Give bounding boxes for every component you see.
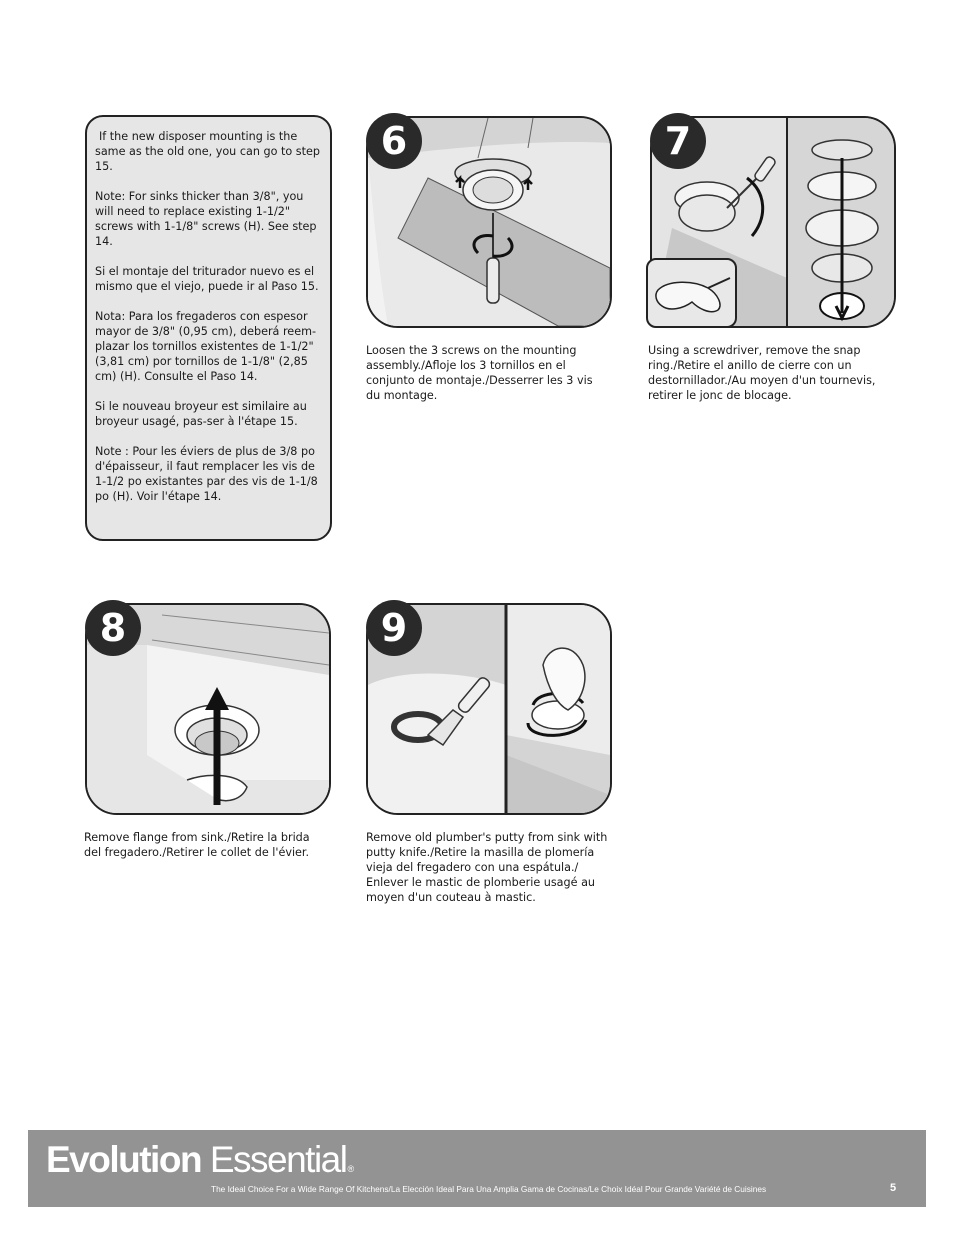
note-box bbox=[85, 115, 332, 541]
step-7-caption: Using a screwdriver, remove the snap ring./Retire el anillo de cierre con un destornillador./Au moyen d'un tournevis, retirer le jonc de blocage. bbox=[648, 344, 876, 402]
safety-glasses-inset bbox=[646, 258, 737, 328]
note-paragraph: Nota: Para los fregaderos con espesor mayor de 3/8" (0,95 cm), deberá reem-plazar los tornillos existentes de 1-1/2" (3,81 cm) por tornillos de 1-1/8" (2,85 cm) (H). Consulte el Paso 14. bbox=[95, 310, 317, 383]
registered-mark: ® bbox=[347, 1164, 355, 1174]
note-paragraph: Note: For sinks thicker than 3/8", you will need to replace existing 1-1/2" screws with 1-1/8" screws (H). See step 14. bbox=[95, 190, 317, 248]
step-9-caption: Remove old plumber's putty from sink with putty knife./Retire la masilla de plomería vieja del fregadero con una espátula./ Enlever le mastic de plomberie usagé au moyen d'un couteau à mastic. bbox=[366, 831, 608, 904]
brand-name-bold: Evolution bbox=[46, 1139, 202, 1180]
step-badge: 9 bbox=[366, 600, 422, 656]
page-number: 5 bbox=[890, 1182, 897, 1194]
note-paragraph: Si el montaje del triturador nuevo es el mismo que el viejo, puede ir al Paso 15. bbox=[95, 265, 319, 293]
note-paragraph: If the new disposer mounting is the same as the old one, you can go to step 15. bbox=[95, 130, 320, 173]
brand-name-light: Essential bbox=[209, 1139, 347, 1180]
step-badge: 8 bbox=[85, 600, 141, 656]
footer-tagline: The Ideal Choice For a Wide Range Of Kitchens/La Elección Ideal Para Una Amplia Gama de Cocinas/Le Choix Idéal Pour Grande Variété de Cuisines bbox=[211, 1184, 767, 1194]
step-6-caption: Loosen the 3 screws on the mounting assembly./Afloje los 3 tornillos en el conjunto de montaje./Desserrer les 3 vis du montage. bbox=[366, 344, 593, 402]
safety-glasses-icon bbox=[648, 260, 735, 326]
note-paragraph: Note : Pour les éviers de plus de 3/8 po d'épaisseur, il faut remplacer les vis de 1-1/2 po existantes par des vis de 1-1/8 po (H). Voir l'étape 14. bbox=[95, 445, 318, 503]
footer-banner bbox=[28, 1130, 926, 1207]
note-paragraph: Si le nouveau broyeur est similaire au broyeur usagé, pas-ser à l'étape 15. bbox=[95, 400, 307, 428]
step-badge: 6 bbox=[366, 113, 422, 169]
step-badge: 7 bbox=[650, 113, 706, 169]
step-8-caption: Remove flange from sink./Retire la brida del fregadero./Retirer le collet de l'évier. bbox=[84, 831, 310, 859]
